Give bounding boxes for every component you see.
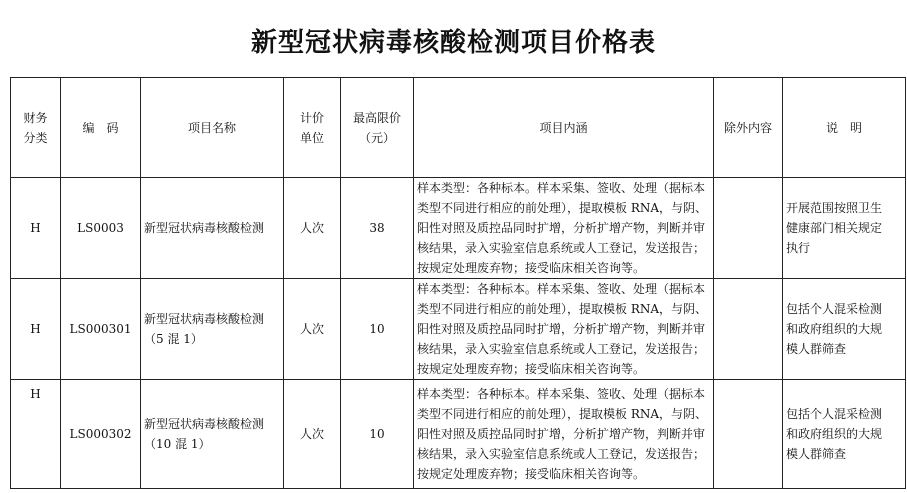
cell-excluded: [714, 178, 783, 279]
cell-note: 包括个人混采检测 和政府组织的大规 模人群筛查: [783, 380, 906, 489]
cell-excluded: [714, 380, 783, 489]
cell-unit: 人次: [284, 178, 341, 279]
cell-excluded: [714, 279, 783, 380]
header-unit: 计价 单位: [284, 78, 341, 178]
table-row: [11, 178, 906, 279]
cell-price: 10: [341, 279, 414, 380]
header-note: 说 明: [783, 78, 906, 178]
cell-name: 新型冠状病毒核酸检测 （5 混 1）: [141, 279, 284, 380]
cell-code: LS000301: [61, 279, 141, 380]
cell-name: 新型冠状病毒核酸检测 （10 混 1）: [141, 380, 284, 489]
header-content: 项目内涵: [414, 78, 714, 178]
cell-fin-class: H: [11, 178, 61, 279]
cell-name: 新型冠状病毒核酸检测: [141, 178, 284, 279]
cell-content: 样本类型：各种标本。样本采集、签收、处理（据标本 类型不同进行相应的前处理），提取模板 RNA，与阴、 阳性对照及质控品同时扩增，分析扩增产物，判断并审 核结果，录入实验室信息系统或人工登记，发送报告； 按规定处理废弃物；接受临床相关咨询等。: [414, 178, 714, 279]
cell-code: LS0003: [61, 178, 141, 279]
header-code: 编 码: [61, 78, 141, 178]
cell-unit: 人次: [284, 380, 341, 489]
table-header-row: [11, 78, 906, 178]
table-row: [11, 380, 906, 489]
table-row: [11, 279, 906, 380]
cell-fin-class: H: [11, 380, 61, 489]
header-excluded: 除外内容: [714, 78, 783, 178]
cell-code: LS000302: [61, 380, 141, 489]
header-fin-class: 财务 分类: [11, 78, 61, 178]
cell-content: 样本类型：各种标本。样本采集、签收、处理（据标本 类型不同进行相应的前处理），提取模板 RNA，与阴、 阳性对照及质控品同时扩增，分析扩增产物，判断并审 核结果，录入实验室信息系统或人工登记，发送报告； 按规定处理废弃物；接受临床相关咨询等。: [414, 380, 714, 489]
cell-content: 样本类型：各种标本。样本采集、签收、处理（据标本 类型不同进行相应的前处理），提取模板 RNA，与阴、 阳性对照及质控品同时扩增，分析扩增产物，判断并审 核结果，录入实验室信息系统或人工登记，发送报告； 按规定处理废弃物；接受临床相关咨询等。: [414, 279, 714, 380]
page-title: 新型冠状病毒核酸检测项目价格表: [250, 28, 656, 58]
cell-price: 10: [341, 380, 414, 489]
cell-note: 包括个人混采检测 和政府组织的大规 模人群筛查: [783, 279, 906, 380]
cell-fin-class: H: [11, 279, 61, 380]
cell-note: 开展范围按照卫生 健康部门相关规定 执行: [783, 178, 906, 279]
header-name: 项目名称: [141, 78, 284, 178]
cell-unit: 人次: [284, 279, 341, 380]
cell-price: 38: [341, 178, 414, 279]
price-table: [10, 77, 906, 489]
header-price: 最高限价 （元）: [341, 78, 414, 178]
